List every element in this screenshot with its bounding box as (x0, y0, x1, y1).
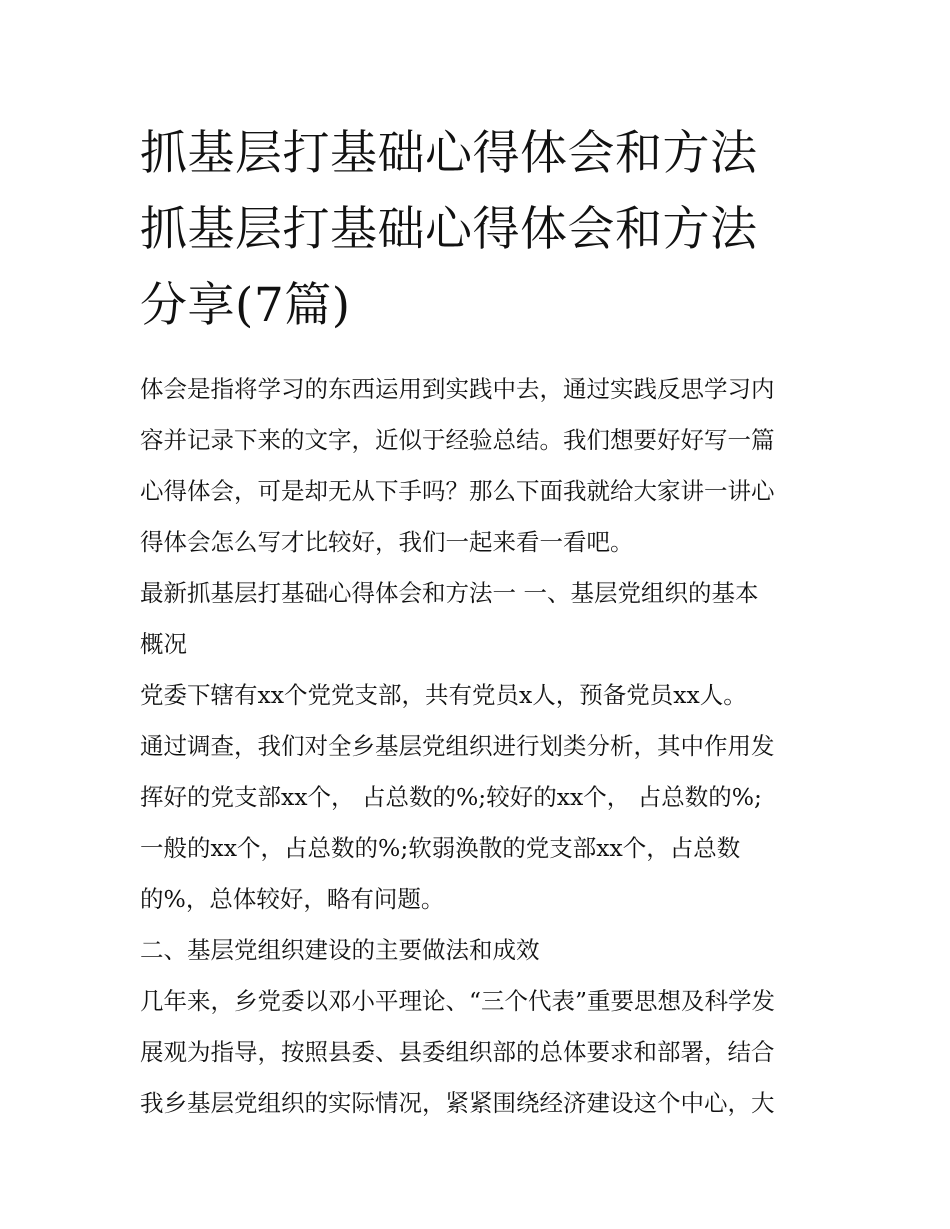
title-line: 分享(7篇) (140, 278, 351, 333)
text-line: 党委下辖有xx个党党支部，共有党员x人，预备党员xx人。 (140, 681, 747, 709)
text-line: 几年来，乡党委以邓小平理论、“三个代表”重要思想及科学发 (140, 987, 776, 1015)
text-line: 最新抓基层打基础心得体会和方法一 一、基层党组织的基本 (140, 579, 759, 607)
document-title (140, 116, 820, 344)
text-line: 的%，总体较好，略有问题。 (140, 885, 445, 913)
subheading-paragraph (140, 925, 820, 976)
title-line: 抓基层打基础心得体会和方法 (140, 202, 758, 257)
intro-paragraph (140, 364, 820, 568)
text-line: 一般的xx个，占总数的%;软弱涣散的党支部xx个，占总数 (140, 834, 741, 862)
practice-paragraph (140, 976, 820, 1129)
text-line: 概况 (140, 630, 187, 658)
text-line: 二、基层党组织建设的主要做法和成效 (140, 936, 540, 964)
section-heading-paragraph (140, 568, 820, 670)
document-content (140, 116, 820, 1129)
text-line: 体会是指将学习的东西运用到实践中去，通过实践反思学习内 (140, 375, 775, 403)
text-line: 得体会怎么写才比较好，我们一起来看一看吧。 (140, 528, 634, 556)
document-body (140, 364, 820, 1129)
text-line: 通过调查，我们对全乡基层党组织进行划类分析，其中作用发 (140, 732, 775, 760)
title-line: 抓基层打基础心得体会和方法 (140, 126, 758, 181)
text-line: 心得体会，可是却无从下手吗？那么下面我就给大家讲一讲心 (140, 477, 775, 505)
text-line: 容并记录下来的文字，近似于经验总结。我们想要好好写一篇 (140, 426, 775, 454)
text-line: 我乡基层党组织的实际情况，紧紧围绕经济建设这个中心，大 (140, 1089, 775, 1117)
text-line: 挥好的党支部xx个， 占总数的%;较好的xx个， 占总数的%; (140, 783, 762, 811)
text-line: 展观为指导，按照县委、县委组织部的总体要求和部署，结合 (140, 1038, 775, 1066)
overview-paragraph (140, 670, 820, 925)
